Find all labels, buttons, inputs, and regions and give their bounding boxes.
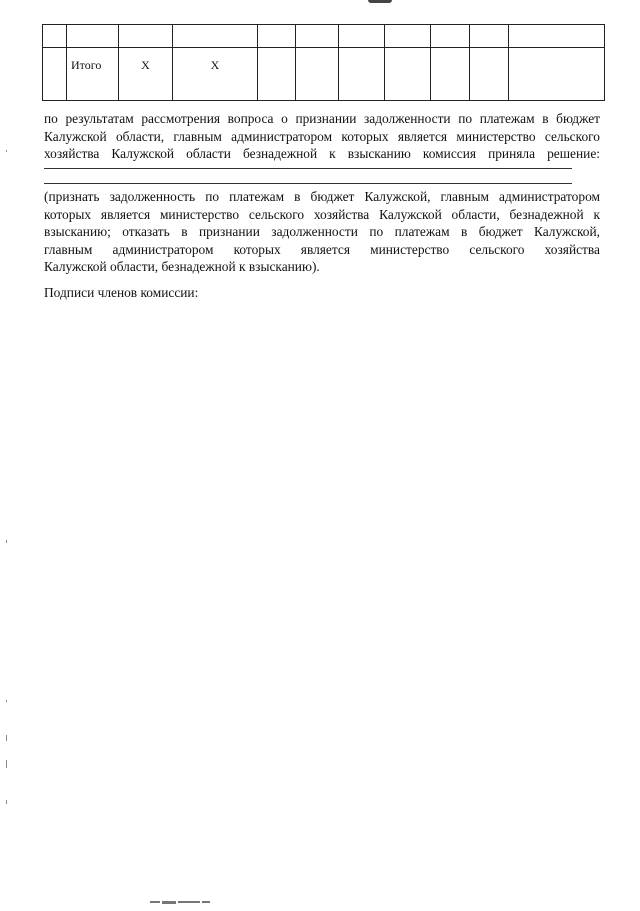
table-cell bbox=[431, 25, 470, 48]
table-cell bbox=[119, 25, 173, 48]
paragraph-line: которых является министерство сельского хозяйства Калужской области, безнадежной к bbox=[44, 206, 600, 222]
x-mark-cell: Х bbox=[173, 48, 258, 101]
scan-artifact bbox=[368, 0, 392, 3]
scan-artifact bbox=[6, 800, 7, 804]
table-cell bbox=[431, 48, 470, 101]
table-cell bbox=[296, 25, 339, 48]
table-cell bbox=[173, 25, 258, 48]
paragraph-line: хозяйства Калужской области безнадежной к взысканию комиссия приняла решение: bbox=[44, 146, 600, 161]
table-cell bbox=[470, 48, 509, 101]
paragraph-line: по результатам рассмотрения вопроса о признании задолженности по платежам в бюджет bbox=[44, 111, 600, 126]
table-cell bbox=[43, 25, 67, 48]
table-cell bbox=[258, 25, 296, 48]
options-paragraph bbox=[44, 188, 600, 276]
x-mark-cell: Х bbox=[119, 48, 173, 101]
total-label: Итого bbox=[67, 48, 119, 101]
table-row bbox=[43, 25, 605, 48]
table-cell bbox=[67, 25, 119, 48]
signatures-label: Подписи членов комиссии: bbox=[44, 285, 199, 300]
table-cell bbox=[339, 25, 385, 48]
table-cell bbox=[296, 48, 339, 101]
paragraph-line: (признать задолженность по платежам в бюджет Калужской, главным администратором bbox=[44, 189, 600, 204]
scan-artifact bbox=[6, 760, 7, 768]
paragraph-line: Калужской области, безнадежной к взысканию). bbox=[44, 259, 320, 274]
table-cell bbox=[258, 48, 296, 101]
decision-paragraph bbox=[44, 110, 600, 163]
scan-artifact bbox=[6, 735, 7, 741]
decision-blank-line bbox=[44, 183, 572, 184]
table-cell bbox=[385, 48, 431, 101]
table-row-total bbox=[43, 48, 605, 101]
table-cell bbox=[43, 48, 67, 101]
table-cell bbox=[339, 48, 385, 101]
paragraph-line: главным администратором которых является министерство сельского хозяйства bbox=[44, 241, 600, 257]
paragraph-line: взысканию; отказать в признании задолженности по платежам в бюджет Калужской, bbox=[44, 224, 600, 239]
table-cell bbox=[509, 25, 605, 48]
decision-blank-line bbox=[44, 168, 572, 169]
scan-artifact bbox=[6, 540, 7, 543]
scan-artifact bbox=[6, 150, 7, 152]
debt-table bbox=[42, 24, 605, 101]
paragraph-line: Калужской области, главным администратором которых является министерство сельского bbox=[44, 128, 600, 144]
scan-artifact bbox=[6, 700, 7, 702]
table-cell bbox=[385, 25, 431, 48]
scan-artifact bbox=[150, 893, 218, 897]
table-cell bbox=[470, 25, 509, 48]
table-cell bbox=[509, 48, 605, 101]
